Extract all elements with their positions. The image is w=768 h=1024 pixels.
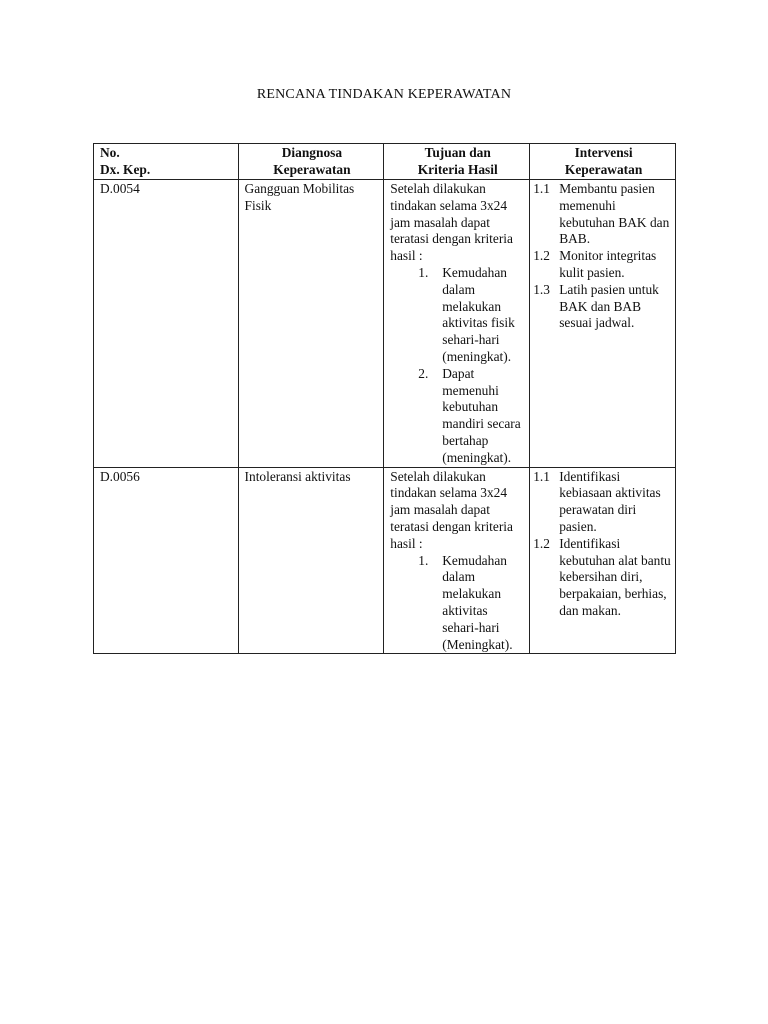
intervention-item bbox=[533, 535, 671, 620]
table-header-row bbox=[94, 144, 676, 180]
intervention-text: Monitor integritas kulit pasien. bbox=[559, 248, 657, 280]
intervention-number: 1.2 bbox=[533, 535, 550, 551]
dx-diagnosis: Intoleransi aktivitas bbox=[238, 467, 384, 654]
header-no-dx bbox=[94, 144, 239, 180]
nursing-plan-table bbox=[93, 143, 676, 654]
goal-cell bbox=[384, 180, 530, 468]
criteria-text: Kemudahan dalam melakukan aktivitas sehari-hari (Meningkat). bbox=[442, 552, 513, 652]
criteria-list bbox=[390, 265, 525, 467]
dx-code: D.0056 bbox=[94, 467, 239, 654]
intervention-number: 1.2 bbox=[533, 248, 550, 264]
intervention-text: Identifikasi kebiasaan aktivitas perawatan diri pasien. bbox=[559, 468, 661, 534]
intervention-number: 1.1 bbox=[533, 181, 550, 196]
intervention-text: Membantu pasien memenuhi kebutuhan BAK dan BAB. bbox=[559, 181, 670, 247]
criteria-number: 1. bbox=[418, 552, 429, 568]
table-row bbox=[94, 467, 676, 654]
table-row bbox=[94, 180, 676, 468]
header-diagnosis-line2: Keperawatan bbox=[273, 161, 351, 177]
header-intervention bbox=[530, 144, 676, 180]
criteria-number: 2. bbox=[418, 365, 429, 381]
intervention-item bbox=[533, 468, 671, 536]
intervention-cell bbox=[530, 467, 676, 654]
header-goal-line2: Kriteria Hasil bbox=[417, 161, 498, 177]
intervention-cell bbox=[530, 180, 676, 468]
intervention-item bbox=[533, 281, 671, 332]
header-goal-line1: Tujuan dan bbox=[424, 145, 491, 160]
criteria-item bbox=[390, 553, 525, 654]
goal-intro: Setelah dilakukan tindakan selama 3x24 jam masalah dapat teratasi dengan kriteria hasil : bbox=[390, 181, 513, 264]
header-diagnosis bbox=[238, 144, 384, 180]
document-title: RENCANA TINDAKAN KEPERAWATAN bbox=[256, 87, 512, 102]
header-no-dx-line1: No. bbox=[100, 145, 120, 160]
intervention-text: Identifikasi kebutuhan alat bantu kebersihan diri, berpakaian, berhias, dan makan. bbox=[559, 535, 671, 618]
dx-diagnosis: Gangguan Mobilitas Fisik bbox=[238, 180, 384, 468]
intervention-item bbox=[533, 248, 671, 282]
intervention-number: 1.3 bbox=[533, 281, 550, 297]
header-no-dx-line2: Dx. Kep. bbox=[100, 161, 151, 177]
criteria-text: Dapat memenuhi kebutuhan mandiri secara bertahap (meningkat). bbox=[442, 365, 521, 465]
criteria-item bbox=[390, 265, 525, 366]
header-diagnosis-line1: Diangnosa bbox=[281, 145, 343, 160]
criteria-text: Kemudahan dalam melakukan aktivitas fisik sehari-hari (meningkat). bbox=[442, 264, 515, 364]
goal-cell bbox=[384, 467, 530, 654]
goal-intro: Setelah dilakukan tindakan selama 3x24 jam masalah dapat teratasi dengan kriteria hasil : bbox=[390, 468, 513, 551]
dx-code: D.0054 bbox=[94, 180, 239, 468]
criteria-item bbox=[390, 366, 525, 467]
header-intervention-line1: Intervensi bbox=[574, 145, 633, 160]
criteria-number: 1. bbox=[418, 264, 429, 280]
intervention-text: Latih pasien untuk BAK dan BAB sesuai jadwal. bbox=[559, 281, 659, 331]
criteria-list bbox=[390, 553, 525, 654]
header-intervention-line2: Keperawatan bbox=[564, 161, 643, 177]
header-goal bbox=[384, 144, 530, 180]
intervention-number: 1.1 bbox=[533, 468, 550, 484]
intervention-item bbox=[533, 181, 671, 248]
